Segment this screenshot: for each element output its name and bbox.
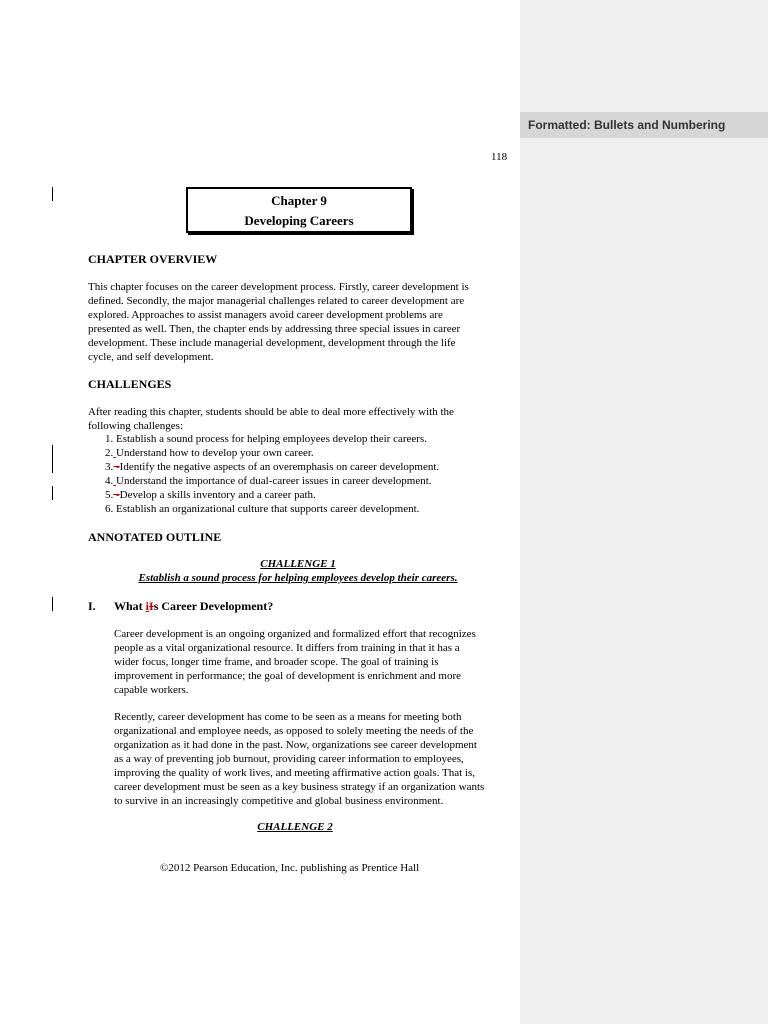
- chapter-title: Developing Careers: [244, 213, 354, 228]
- paragraph-line: Career development is an ongoing organized and formalized effort that recognizes: [114, 628, 476, 640]
- challenge-item-separator: -: [113, 489, 120, 501]
- paragraph-line: organization as it had done in the past. Now, organizations see career development: [114, 739, 477, 751]
- copyright-footer: ©2012 Pearson Education, Inc. publishing as Prentice Hall: [160, 862, 420, 874]
- chapter-title-box: [186, 187, 412, 233]
- inserted-text: i: [145, 599, 150, 613]
- section-1-numeral: I.: [88, 599, 96, 613]
- outline-paragraph-1: [114, 627, 476, 697]
- section-1-title-post: s Career Development?: [153, 599, 274, 613]
- paragraph-line: capable workers.: [114, 684, 189, 696]
- challenge-item: [105, 460, 439, 474]
- chapter-number: Chapter 9: [271, 193, 327, 208]
- change-bar: [52, 597, 53, 611]
- challenge-2-label: CHALLENGE 2: [257, 821, 333, 833]
- challenge-item: [105, 432, 439, 446]
- challenge-item: [105, 502, 439, 516]
- challenges-intro-line: following challenges:: [88, 420, 184, 432]
- challenge-item: [105, 446, 439, 460]
- challenge-item-number: 3.: [105, 461, 114, 473]
- challenge-1-subtitle: Establish a sound process for helping employees develop their careers.: [138, 572, 458, 584]
- comment-margin-pane: [520, 0, 768, 1024]
- overview-heading: CHAPTER OVERVIEW: [88, 252, 218, 266]
- challenge-item-number: 2.: [105, 447, 114, 459]
- section-1-title-pre: What: [114, 599, 146, 613]
- paragraph-line: improving the quality of work lives, and meeting affirmative action goals. That is,: [114, 767, 475, 779]
- outline-heading: ANNOTATED OUTLINE: [88, 530, 222, 544]
- overview-line: defined. Secondly, the major managerial challenges related to career development are: [88, 295, 465, 307]
- overview-line: This chapter focuses on the career development process. Firstly, career development is: [88, 281, 469, 293]
- challenge-item-text: Identify the negative aspects of an overemphasis on career development.: [119, 461, 440, 473]
- outline-paragraph-2: [114, 710, 484, 808]
- challenge-item: [105, 474, 439, 488]
- challenge-item-text: Establish a sound process for helping employees develop their careers.: [116, 433, 427, 445]
- challenges-intro-line: After reading this chapter, students should be able to deal more effectively with the: [88, 406, 454, 418]
- overview-paragraph: [88, 280, 469, 364]
- challenge-item-text: Develop a skills inventory and a career path.: [119, 489, 316, 501]
- formatting-comment-balloon[interactable]: Formatted: Bullets and Numbering: [520, 112, 768, 138]
- paragraph-line: Recently, career development has come to be seen as a means for meeting both: [114, 711, 462, 723]
- overview-line: explored. Approaches to assist managers avoid career development problems are: [88, 309, 443, 321]
- challenges-heading: CHALLENGES: [88, 377, 172, 391]
- challenge-item-number: 1.: [105, 433, 114, 445]
- paragraph-line: to survive in an increasingly competitive and global business environment.: [114, 795, 444, 807]
- paragraph-line: career development must be seen as a key business strategy if an organization wants: [114, 781, 485, 793]
- overview-line: cycle, and self development.: [88, 351, 214, 363]
- change-bar: [52, 187, 53, 201]
- paragraph-line: improvement in performance; the goal of development is enrichment and more: [114, 670, 461, 682]
- challenge-item-number: 4.: [105, 475, 114, 487]
- challenge-1-label: CHALLENGE 1: [260, 558, 336, 570]
- challenge-item-text: Understand how to develop your own career.: [116, 447, 314, 459]
- challenge-item-separator: -: [113, 461, 120, 473]
- challenge-item-number: 6.: [105, 503, 114, 515]
- challenge-item-text: Understand the importance of dual-career issues in career development.: [116, 475, 432, 487]
- overview-line: development. These include managerial development, development through the life: [88, 337, 456, 349]
- overview-line: presented as well. Then, the chapter ends by addressing three special issues in career: [88, 323, 461, 335]
- change-bar: [52, 445, 53, 473]
- paragraph-line: people as a vital organizational resource. It differs from training in that it has a: [114, 642, 460, 654]
- challenge-item-number: 5.: [105, 489, 114, 501]
- paragraph-line: as a way of preventing job burnout, providing career information to employees,: [114, 753, 464, 765]
- page-number: 118: [491, 151, 508, 163]
- deleted-text: I: [149, 599, 154, 613]
- paragraph-line: organizational and employee needs, as opposed to solely meeting the needs of the: [114, 725, 474, 737]
- challenges-intro: [88, 405, 454, 433]
- challenges-list: [105, 432, 439, 516]
- change-bar: [52, 486, 53, 500]
- paragraph-line: wider focus, longer time frame, and broader scope. The goal of training is: [114, 656, 439, 668]
- section-1-title: [114, 599, 273, 613]
- challenge-item: [105, 488, 439, 502]
- challenge-item-text: Establish an organizational culture that supports career development.: [116, 503, 420, 515]
